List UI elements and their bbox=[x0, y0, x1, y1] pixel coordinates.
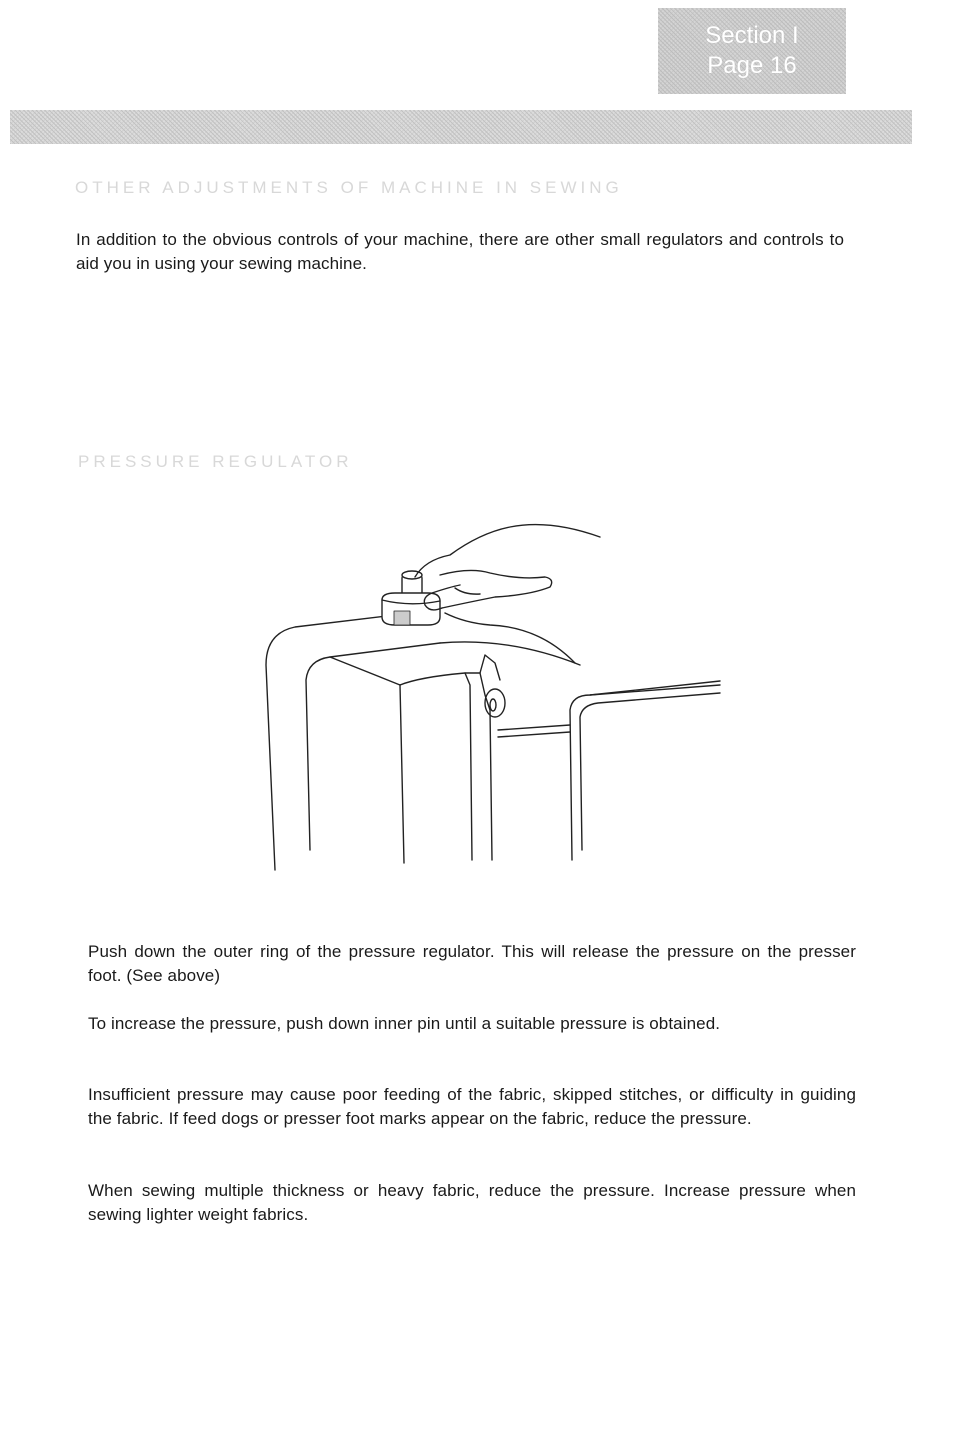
header-band bbox=[10, 110, 912, 144]
intro-paragraph: In addition to the obvious controls of your machine, there are other small regulators and controls to aid you in using your sewing machine. bbox=[76, 230, 844, 273]
pressure-regulator-illustration bbox=[250, 505, 730, 880]
other-adjustments-heading: OTHER ADJUSTMENTS OF MACHINE IN SEWING bbox=[75, 178, 623, 197]
paragraph-multiple-thickness: When sewing multiple thickness or heavy fabric, reduce the pressure. Increase pressure when sewing lighter weight fabrics. bbox=[88, 1181, 856, 1224]
section-page-label-box bbox=[658, 8, 846, 94]
paragraph-increase-pressure: To increase the pressure, push down inner pin until a suitable pressure is obtained. bbox=[88, 1014, 721, 1033]
section-label: Section I bbox=[705, 22, 799, 49]
paragraph-push-down-ring: Push down the outer ring of the pressure regulator. This will release the pressure on the presser foot. (See above) bbox=[88, 942, 856, 985]
paragraph-insufficient-pressure: Insufficient pressure may cause poor feeding of the fabric, skipped stitches, or difficulty in guiding the fabric. If feed dogs or presser foot marks appear on the fabric, reduce the pressure. bbox=[88, 1085, 856, 1128]
page-label: Page 16 bbox=[707, 52, 797, 79]
pressure-regulator-heading: PRESSURE REGULATOR bbox=[78, 452, 353, 471]
